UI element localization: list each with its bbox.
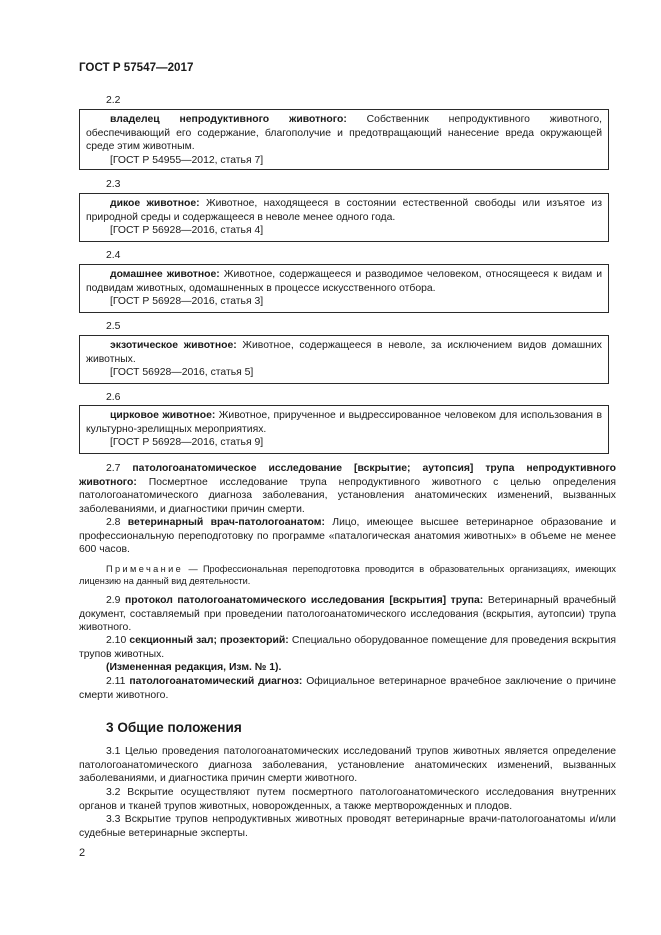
term-definition: Животное, содержащееся в неволе, за исключением видов домашних животных. <box>86 340 602 365</box>
term-name: протокол патологоанатомического исследования [вскрытия] трупа: <box>125 595 484 606</box>
term-text <box>86 113 602 154</box>
term-definition: Посмертное исследование трупа непродуктивного животного с целью определения патологоанатомического диагноза заболевания, установления анатомических изменений, вызванных заболеваниями, и диагностики причин смерти. <box>79 476 617 515</box>
term-reference: [ГОСТ Р 54955—2012, статья 7] <box>110 154 264 166</box>
term-definition: Официальное ветеринарное врачебное заключение о причине смерти животного. <box>79 676 616 701</box>
page-number: 2 <box>79 847 86 859</box>
term-definition: Специально оборудованное помещение для проведения вскрытия трупов животных. <box>79 635 617 660</box>
term-definition: Ветеринарный врачебный документ, составляемый при проведении патологоанатомического исследования (вскрытия, аутопсии) трупа животного. <box>79 595 616 634</box>
term-paragraph <box>79 634 616 661</box>
term-name: владелец непродуктивного животного: <box>110 114 347 125</box>
term-number: 2.9 <box>106 595 121 606</box>
term-text <box>86 268 602 295</box>
term-reference: [ГОСТ 56928—2016, статья 5] <box>110 367 254 379</box>
note <box>79 563 616 588</box>
note-label: Примечание <box>106 564 184 574</box>
term-number: 2.6 <box>106 392 121 403</box>
term-name: патологоанатомический диагноз: <box>129 676 303 687</box>
term-definition: Животное, прирученное и выдрессированное человеком для использования в культурно-зрелищных мероприятиях. <box>86 410 602 435</box>
term-number: 2.2 <box>106 95 121 106</box>
term-definition: Животное, содержащееся и разводимое человеком, относящееся к видам и подвидам животных, одомашненных в процессе искусственного отбора. <box>86 269 602 294</box>
term-box <box>79 335 609 384</box>
term-paragraph <box>79 675 616 702</box>
term-number: 2.8 <box>106 517 121 528</box>
term-name: дикое животное: <box>110 198 200 209</box>
term-name: ветеринарный врач-патологоанатом: <box>127 517 325 528</box>
term-text <box>86 339 602 366</box>
term-definition: Собственник непродуктивного животного, обеспечивающий его содержание, благополучие и предотвращающий нанесение вреда окружающей среде этим животным. <box>86 114 603 153</box>
term-box <box>79 405 609 454</box>
term-name: секционный зал; прозекторий: <box>129 635 289 646</box>
term-name: домашнее животное: <box>110 269 220 280</box>
paragraph-3-3: 3.3 Вскрытие трупов непродуктивных животных проводят ветеринарные врачи-патологоанатомы и/или судебные ветеринарные эксперты. <box>79 814 616 839</box>
term-definition: Животное, находящееся в состоянии естественной свободы или изъятое из природной среды и содержащееся в неволе менее одного года. <box>86 198 602 223</box>
term-reference: [ГОСТ Р 56928—2016, статья 9] <box>110 437 264 449</box>
term-name: патологоанатомическое исследование [вскрытие; аутопсия] трупа непродуктивного животного: <box>79 463 617 488</box>
term-box <box>79 193 609 242</box>
term-name: цирковое животное: <box>110 410 216 421</box>
section-heading: 3 Общие положения <box>106 720 242 735</box>
paragraph-3-2: 3.2 Вскрытие осуществляют путем посмертного патологоанатомического исследования внутренних органов и тканей трупов животных, новорожденных, а также мертворожденных и плодов. <box>79 787 616 812</box>
term-text <box>86 409 602 436</box>
amendment-note: (Измененная редакция, Изм. № 1). <box>106 662 282 673</box>
term-box <box>79 109 609 170</box>
term-definition: Лицо, имеющее высшее ветеринарное образование и профессиональную переподготовку по программе «паталогическая анатомия животных» в объеме не менее 600 часов. <box>79 517 616 556</box>
paragraph-3-1: 3.1 Целью проведения патологоанатомических исследований трупов животных является определение патологоанатомического диагноза заболевания, установление анатомических изменений, вызванных заболеваниями, и диагностика причин смерти животного. <box>79 746 616 785</box>
term-box <box>79 264 609 313</box>
note-text: — Профессиональная переподготовка проводится в образовательных организациях, имеющих лицензию на данный вид деятельности. <box>79 564 616 587</box>
term-paragraph <box>79 462 616 516</box>
term-text <box>86 197 602 224</box>
page-header: ГОСТ Р 57547—2017 <box>79 61 194 74</box>
term-name: экзотическое животное: <box>110 340 237 351</box>
term-number: 2.7 <box>106 463 121 474</box>
term-number: 2.5 <box>106 321 121 332</box>
term-paragraph <box>79 594 616 635</box>
term-number: 2.4 <box>106 250 121 261</box>
term-number: 2.11 <box>106 676 126 687</box>
term-number: 2.3 <box>106 179 121 190</box>
term-reference: [ГОСТ Р 56928—2016, статья 3] <box>110 296 264 308</box>
term-reference: [ГОСТ Р 56928—2016, статья 4] <box>110 225 264 237</box>
term-paragraph <box>79 516 616 557</box>
term-number: 2.10 <box>106 635 127 646</box>
